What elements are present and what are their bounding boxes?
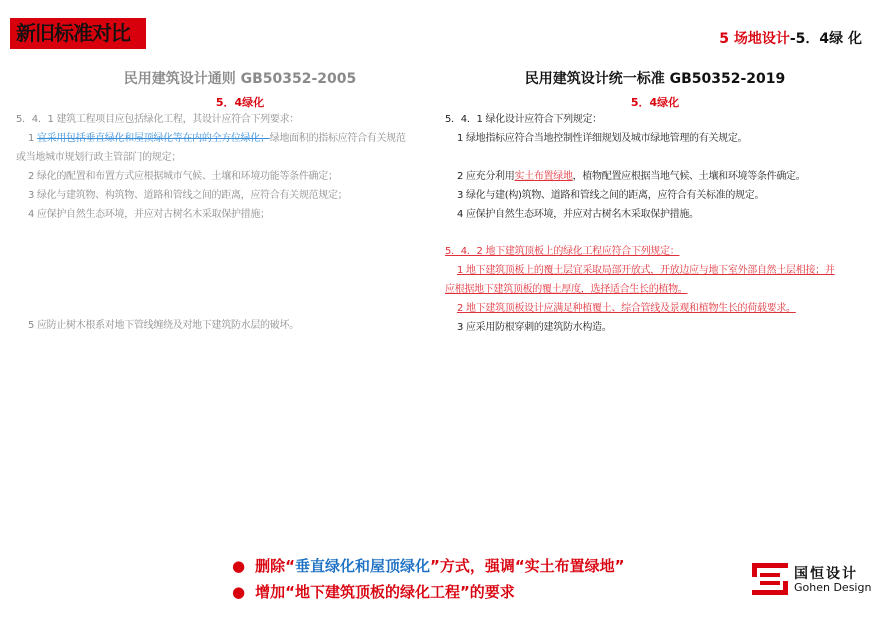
added-line: 1 地下建筑顶板上的覆土层宜采取局部开放式，开放边应与地下室外部自然土层相接；并 <box>457 265 835 276</box>
old-subtitle: 5．4绿化 <box>215 96 265 109</box>
old-line: 3 绿化与建筑物、构筑物、道路和管线之间的距离，应符合有关规范规定； <box>28 190 348 201</box>
added-line: 应根据地下建筑顶板的覆土厚度，选择适合生长的植物。 <box>445 284 688 295</box>
added-line: 2 地下建筑顶板设计应满足种植覆土、综合管线及景观和植物生长的荷载要求。 <box>457 303 796 314</box>
logo-mark-icon <box>752 563 788 595</box>
section-chapter: 5 场地设计 <box>719 31 790 47</box>
highlight-text: 实土布置绿地 <box>514 171 573 182</box>
new-line: 3 绿化与建(构)筑物、道路和管线之间的距离，应符合有关标准的规定。 <box>457 190 765 201</box>
new-line: 2 应充分利用实土布置绿地，植物配置应根据当地气候、土壤和环境等条件确定。 <box>457 171 806 182</box>
page-badge: 新旧标准对比 <box>10 18 146 49</box>
section-title <box>719 28 862 48</box>
summary-bullet: ● 删除“垂直绿化和屋顶绿化”方式，强调“实土布置绿地” <box>232 557 625 575</box>
new-line: 5．4．1 绿化设计应符合下列规定： <box>445 114 602 125</box>
old-line: 5 应防止树木根系对地下管线缠绕及对地下建筑防水层的破坏。 <box>28 320 299 331</box>
old-line: 2 绿化的配置和布置方式应根据城市气候、土壤和环境功能等条件确定； <box>28 171 338 182</box>
logo-name-cn: 国恒设计 <box>794 566 858 582</box>
new-standard-title: 民用建筑设计统一标准 GB50352-2019 <box>524 71 786 87</box>
new-line: 3 应采用防根穿刺的建筑防水构造。 <box>457 322 612 333</box>
old-line: 1 宜采用包括垂直绿化和屋顶绿化等在内的全方位绿化；绿地面积的指标应符合有关规范 <box>28 133 406 144</box>
old-standard-title: 民用建筑设计通则 GB50352-2005 <box>123 71 357 87</box>
logo-name-en: Gohen Design <box>794 581 872 594</box>
old-line: 或当地城市规划行政主管部门的规定； <box>16 152 181 163</box>
new-line: 4 应保护自然生态环境，并应对古树名木采取保护措施。 <box>457 209 699 220</box>
new-line: 1 绿地指标应符合当地控制性详细规划及城市绿地管理的有关规定。 <box>457 133 748 144</box>
old-line: 4 应保护自然生态环境，并应对古树名木采取保护措施； <box>28 209 270 220</box>
new-subtitle: 5．4绿化 <box>630 96 680 109</box>
summary-bullet: ● 增加“地下建筑顶板的绿化工程”的要求 <box>232 583 515 601</box>
deleted-text: 宜采用包括垂直绿化和屋顶绿化等在内的全方位绿化； <box>36 133 270 144</box>
section-clause: -5．4绿 化 <box>789 31 862 47</box>
added-line: 5．4．2 地下建筑顶板上的绿化工程应符合下列规定： <box>445 246 680 257</box>
old-line: 5．4．1 建筑工程项目应包括绿化工程，其设计应符合下列要求： <box>16 114 299 125</box>
